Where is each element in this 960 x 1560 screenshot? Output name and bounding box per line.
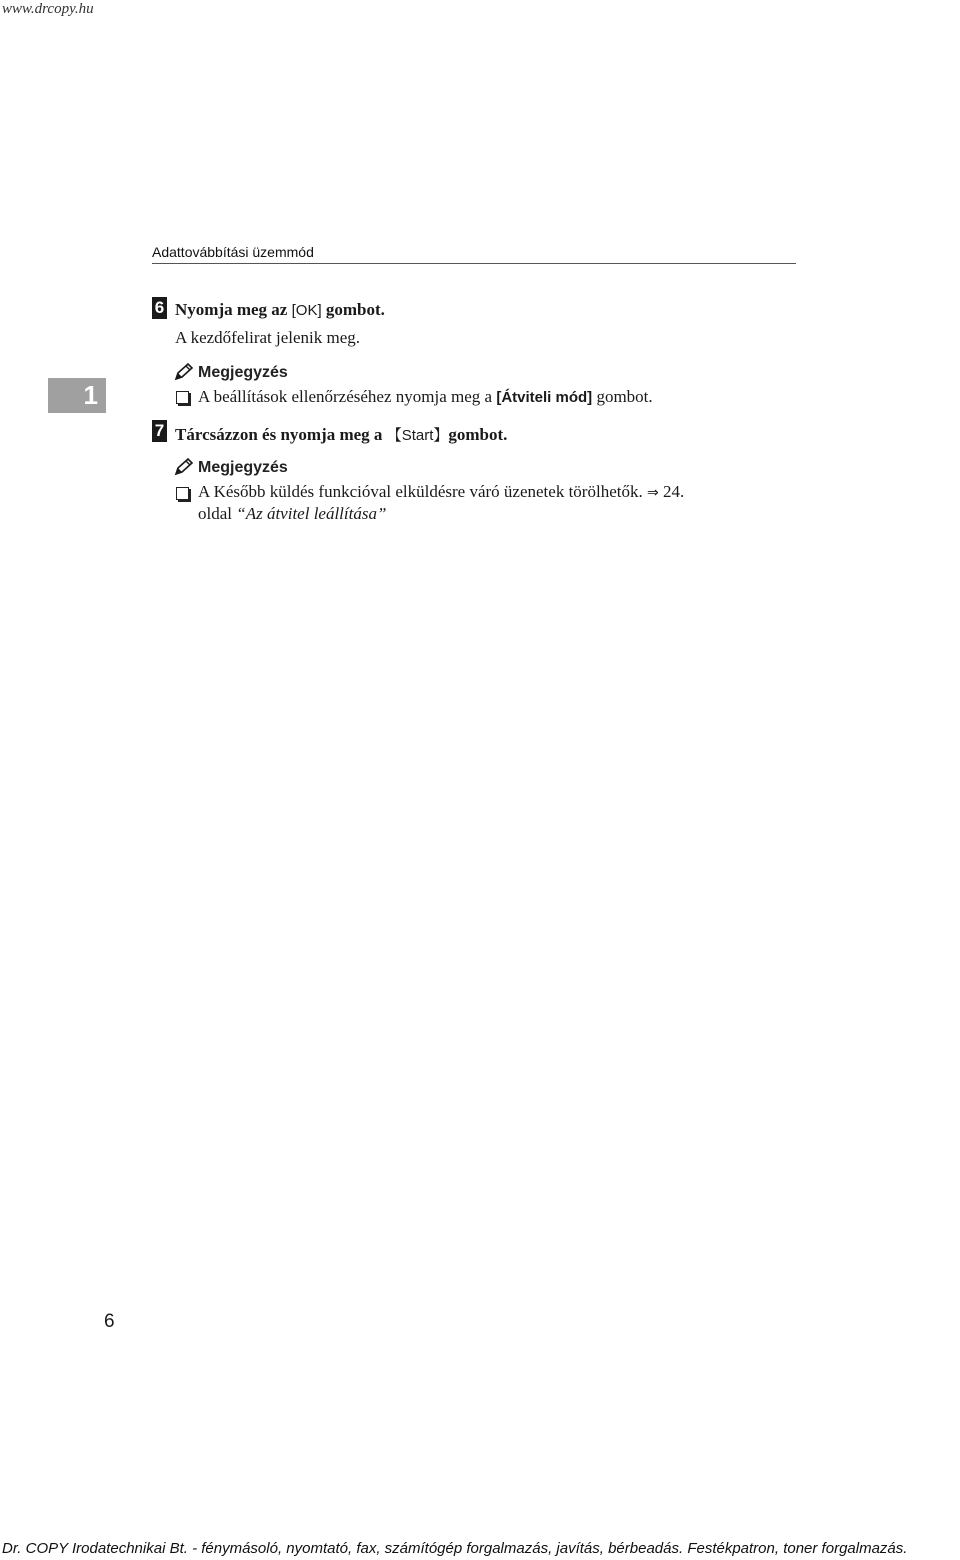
note-item-line-2	[198, 504, 386, 524]
step-6-detail: A kezdőfelirat jelenik meg.	[175, 328, 361, 347]
note-title: Megjegyzés	[198, 364, 288, 381]
step-7-text: Tárcsázzon és nyomja meg a	[175, 425, 387, 444]
note-item-line-1	[198, 482, 684, 502]
arrow-right-icon: ⇒	[646, 485, 659, 501]
step-7-instruction	[175, 424, 507, 445]
note-text-end: gombot.	[592, 387, 653, 406]
pencil-icon	[173, 457, 195, 477]
note-text: A beállítások ellenőrzéséhez nyomja meg a	[198, 387, 497, 406]
step-number-7: 7	[152, 420, 167, 442]
note-text-cont: oldal	[198, 504, 237, 523]
page-ref: 24.	[658, 482, 685, 501]
note-text: A Később küldés funkcióval elküldésre váró üzenetek törölhetők.	[198, 482, 647, 501]
transmission-mode-key-label: [Átviteli mód]	[496, 389, 593, 406]
note-title: Megjegyzés	[198, 459, 288, 476]
header-rule	[152, 263, 796, 264]
step-6-text-end: gombot.	[321, 300, 385, 319]
chapter-tab: 1	[48, 378, 106, 413]
footer-text: Dr. COPY Irodatechnikai Bt. - fénymásoló, nyomtató, fax, számítógép forgalmazás, javítás, bérbeadás. Festékpatron, toner forgalmazás.	[2, 1540, 908, 1557]
checkbox-bullet-icon	[176, 487, 189, 500]
running-head: Adattovábbítási üzemmód	[152, 244, 314, 260]
step-6-text: Nyomja meg az	[175, 300, 292, 319]
checkbox-bullet-icon	[176, 391, 189, 404]
step-7-text-end: gombot.	[448, 425, 508, 444]
pencil-icon	[173, 362, 195, 382]
site-url[interactable]: www.drcopy.hu	[2, 1, 94, 17]
ok-key-label: [OK]	[291, 302, 322, 319]
cross-reference-link[interactable]: “Az átvitel leállítása”	[236, 504, 387, 523]
step-6-instruction	[175, 300, 385, 320]
page-number: 6	[104, 1311, 115, 1332]
note-item	[198, 387, 653, 407]
step-number-6: 6	[152, 297, 167, 319]
start-key-label: 【Start】	[386, 427, 449, 444]
